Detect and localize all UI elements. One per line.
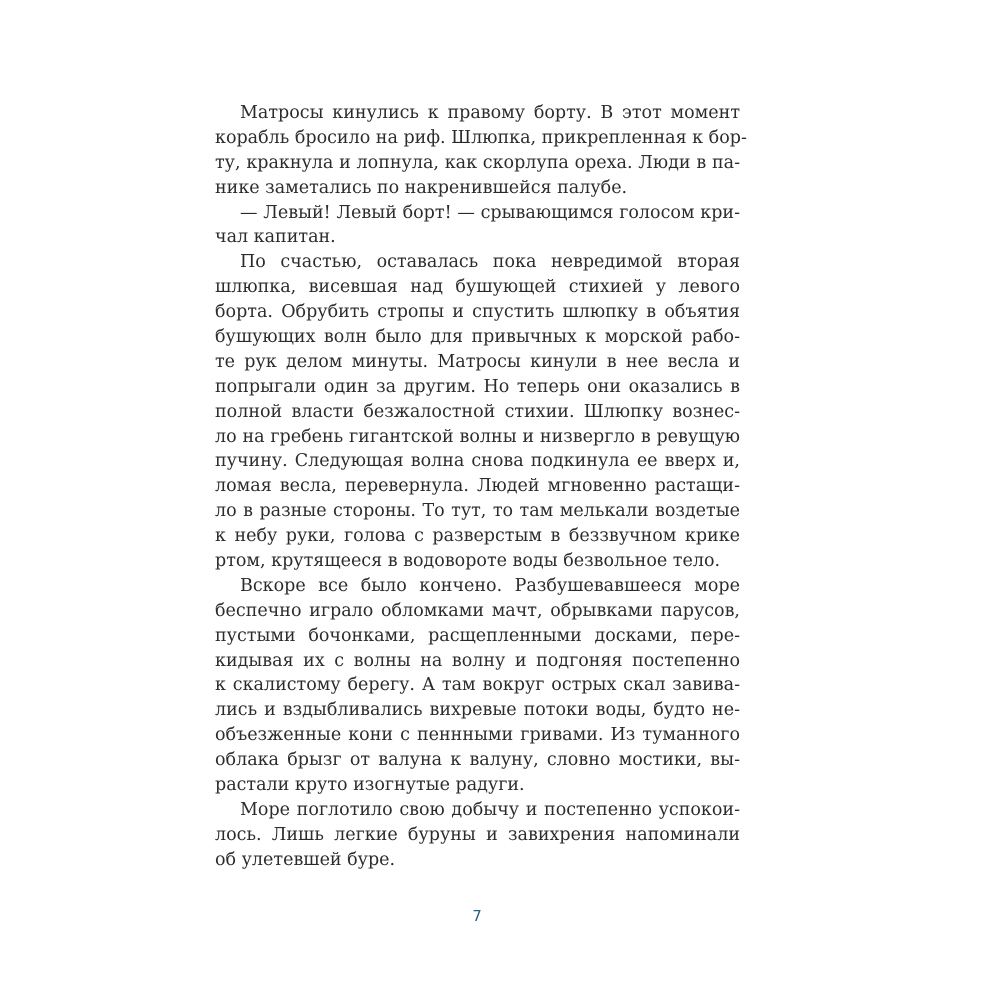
- text-line: лось. Лишь легкие буруны и завихрения напоминали: [215, 824, 740, 845]
- text-line: По счастью, оставалась пока невредимой вторая: [240, 252, 740, 273]
- text-line: шлюпка, висевшая над бушующей стихией у левого: [215, 277, 740, 298]
- body-text: [215, 101, 747, 873]
- text-line: те рук делом минуты. Матросы кинули в нее весла и: [215, 351, 740, 372]
- text-line: корабль бросило на риф. Шлюпка, прикрепленная к бор-: [215, 127, 747, 148]
- text-line: ломая весла, перевернула. Людей мгновенно растащи-: [215, 476, 740, 497]
- text-line: кидывая их с волны на волну и подгоняя постепенно: [215, 650, 740, 671]
- text-line: к скалистому берегу. А там вокруг острых скал завива-: [215, 675, 740, 696]
- text-line: пучину. Следующая волна снова подкинула ее вверх и,: [215, 451, 740, 472]
- text-line: попрыгали один за другим. Но теперь они оказались в: [215, 376, 740, 397]
- text-line: Матросы кинулись к правому борту. В этот момент: [240, 103, 740, 123]
- text-line: борта. Обрубить стропы и спустить шлюпку в объятия: [215, 302, 740, 323]
- text-line: — Левый! Левый борт! — срывающимся голосом кри-: [240, 202, 740, 223]
- text-line: об улетевшей буре.: [215, 849, 396, 870]
- text-line: беспечно играло обломками мачт, обрывками парусов,: [215, 600, 740, 621]
- text-line: пустыми бочонками, расщепленными досками, пере-: [215, 625, 740, 646]
- text-line: полной власти безжалостной стихии. Шлюпку вознес-: [215, 401, 740, 422]
- text-line: лись и вздыбливались вихревые потоки воды, будто не-: [215, 700, 740, 721]
- text-line: объезженные кони с пеннными гривами. Из туманного: [215, 725, 740, 746]
- text-line: Вскоре все было кончено. Разбушевавшееся море: [240, 575, 740, 596]
- text-line: ту, кракнула и лопнула, как скорлупа ореха. Люди в па-: [215, 152, 740, 173]
- text-line: ло в разные стороны. То тут, то там мелькали воздетые: [215, 501, 740, 522]
- text-line: Море поглотило свою добычу и постепенно успокои-: [240, 799, 740, 820]
- text-line: растали круто изогнутые радуги.: [215, 775, 525, 796]
- text-line: ло на гребень гигантской волны и низвергло в ревущую: [215, 426, 740, 447]
- text-line: облака брызг от валуна к валуну, словно мостики, вы-: [215, 750, 740, 771]
- text-line: к небу руки, голова с разверстым в беззвучном крике: [215, 526, 740, 547]
- page-number: 7: [472, 907, 482, 925]
- text-line: ртом, крутящееся в водовороте воды безвольное тело.: [215, 551, 721, 572]
- text-line: нике заметались по накренившейся палубе.: [215, 177, 628, 198]
- text-line: чал капитан.: [215, 227, 336, 248]
- text-line: бушующих волн было для привычных к морской рабо-: [215, 327, 740, 348]
